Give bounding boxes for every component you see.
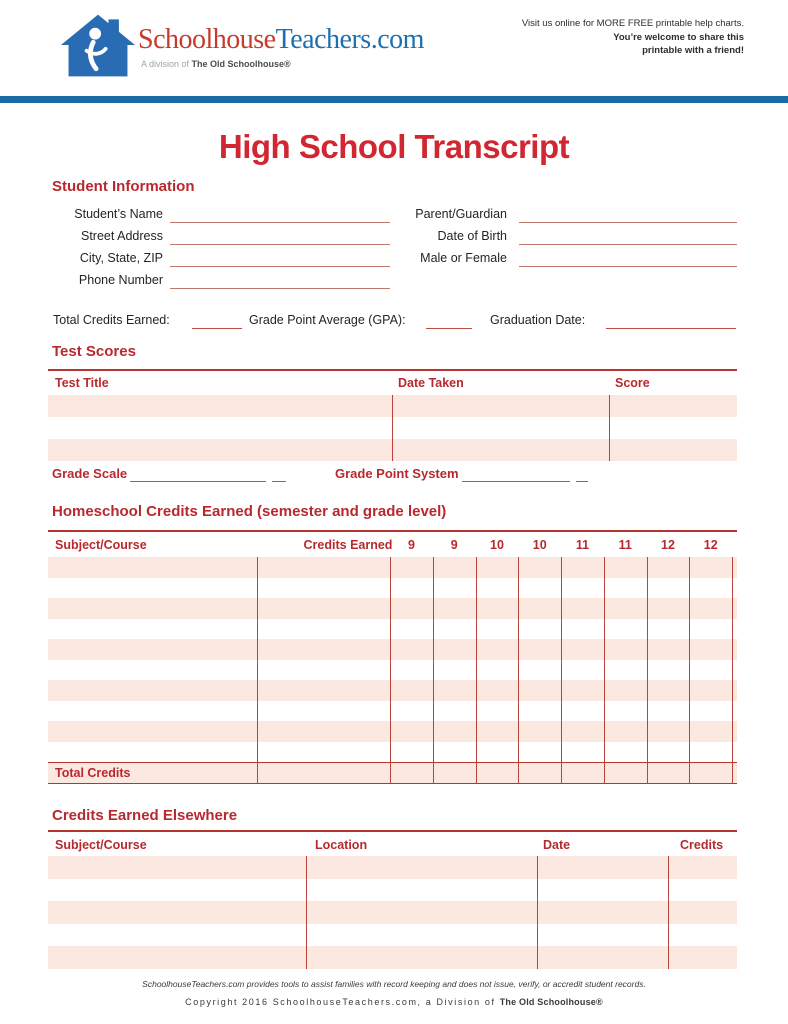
brand-division-line: A division of The Old Schoolhouse®	[141, 59, 291, 69]
test-scores-table	[48, 369, 737, 463]
total-credits-earned-field-line[interactable]	[192, 328, 242, 329]
table-row[interactable]	[48, 701, 737, 722]
subject-course-column-header: Subject/Course	[55, 538, 147, 552]
table-row[interactable]	[48, 901, 737, 924]
promo-line-3: printable with a friend!	[642, 45, 744, 56]
grade-point-system-label: Grade Point System	[335, 466, 459, 481]
column-divider	[390, 557, 391, 784]
student-info-heading: Student Information	[52, 178, 195, 195]
male-female-label: Male or Female	[420, 251, 507, 265]
grade-9-column-header: 9	[450, 538, 458, 552]
column-divider	[668, 856, 669, 969]
date-taken-column-header: Date Taken	[398, 376, 464, 390]
grade-scale-label: Grade Scale	[52, 466, 128, 481]
date-column-header: Date	[543, 838, 571, 852]
phone-number-label: Phone Number	[78, 273, 163, 287]
footer-copyright-bold: The Old Schoolhouse®	[499, 997, 603, 1007]
test-title-column-header: Test Title	[55, 376, 109, 390]
homeschool-credits-table	[48, 530, 737, 784]
street-address-label: Street Address	[81, 229, 163, 243]
gpa-field-line[interactable]	[426, 328, 472, 329]
table-row[interactable]	[48, 660, 737, 681]
parent-guardian-label: Parent/Guardian	[415, 207, 507, 221]
grade-10-column-header: 10	[490, 538, 504, 552]
column-divider	[433, 557, 434, 784]
grade-11-column-header: 11	[618, 538, 632, 552]
street-address-field-line[interactable]	[170, 244, 390, 245]
table-row[interactable]	[48, 924, 737, 947]
column-divider	[647, 557, 648, 784]
column-divider	[518, 557, 519, 784]
brand-wordmark	[138, 24, 424, 56]
table-row[interactable]	[48, 879, 737, 902]
date-of-birth-field-line[interactable]	[519, 244, 737, 245]
table-row[interactable]	[48, 619, 737, 640]
table-row[interactable]	[48, 598, 737, 619]
grade-point-system-field-line[interactable]	[462, 481, 570, 482]
column-divider	[257, 557, 258, 784]
grade-scale-field-line-end[interactable]	[272, 481, 286, 482]
division-bold: The Old Schoolhouse®	[191, 59, 291, 69]
table-row[interactable]	[48, 946, 737, 969]
credits-elsewhere-heading: Credits Earned Elsewhere	[52, 807, 238, 824]
graduation-date-field-line[interactable]	[606, 328, 736, 329]
student-name-field-line[interactable]	[170, 222, 390, 223]
student-name-label: Student’s Name	[74, 207, 163, 221]
date-of-birth-label: Date of Birth	[437, 229, 507, 243]
grade-scale-field-line[interactable]	[130, 481, 266, 482]
table-row[interactable]	[48, 557, 737, 578]
table-row[interactable]	[48, 742, 737, 763]
table-row[interactable]	[48, 721, 737, 742]
brand-teachers: Teachers.com	[275, 24, 424, 55]
table-row[interactable]	[48, 856, 737, 879]
footer-copyright: Copyright 2016 SchoolhouseTeachers.com, a Division of The Old Schoolhouse®	[185, 997, 603, 1007]
grade-12-column-header: 12	[661, 538, 675, 552]
table-row[interactable]	[48, 578, 737, 599]
column-divider	[732, 557, 733, 784]
column-divider	[537, 856, 538, 969]
test-scores-heading: Test Scores	[52, 343, 136, 360]
total-credits-earned-label: Total Credits Earned:	[53, 313, 170, 327]
brand-schoolhouse: Schoolhouse	[138, 24, 276, 55]
credits-column-header: Credits	[680, 838, 724, 852]
total-credits-row[interactable]	[48, 762, 737, 784]
gpa-label: Grade Point Average (GPA):	[249, 313, 406, 327]
credits-elsewhere-table	[48, 830, 737, 969]
footer-disclaimer: SchoolhouseTeachers.com provides tools to assist families with record keeping and does not issue, verify, or accredit student records.	[142, 979, 646, 989]
header-divider-bar	[0, 96, 788, 103]
promo-text	[522, 17, 744, 58]
promo-line-2: You’re welcome to share this	[613, 31, 744, 43]
subject-course-column-header: Subject/Course	[55, 838, 147, 852]
schoolhouse-logo-icon	[60, 14, 136, 78]
parent-guardian-field-line[interactable]	[519, 222, 737, 223]
city-state-zip-label: City, State, ZIP	[79, 251, 163, 265]
table-row[interactable]	[48, 680, 737, 701]
column-divider	[392, 395, 393, 461]
grade-11-column-header: 11	[575, 538, 590, 552]
grade-9-column-header: 9	[408, 538, 415, 552]
phone-number-field-line[interactable]	[170, 288, 390, 289]
grade-point-system-field-line-end[interactable]	[576, 481, 588, 482]
homeschool-credits-heading: Homeschool Credits Earned (semester and grade level)	[52, 503, 447, 520]
credits-earned-column-header: Credits Earned	[303, 538, 393, 552]
total-credits-label: Total Credits	[55, 766, 131, 780]
grade-12-column-header: 12	[703, 538, 718, 552]
location-column-header: Location	[315, 838, 368, 852]
male-female-field-line[interactable]	[519, 266, 737, 267]
column-divider	[561, 557, 562, 784]
table-row[interactable]	[48, 639, 737, 660]
column-divider	[476, 557, 477, 784]
column-divider	[609, 395, 610, 461]
promo-line-1: Visit us online for MORE FREE printable help charts.	[521, 18, 744, 29]
city-state-zip-field-line[interactable]	[170, 266, 390, 267]
column-divider	[604, 557, 605, 784]
graduation-date-label: Graduation Date:	[490, 313, 586, 327]
grade-10-column-header: 10	[532, 538, 547, 552]
column-divider	[306, 856, 307, 969]
column-divider	[689, 557, 690, 784]
page-title: High School Transcript	[218, 128, 570, 165]
score-column-header: Score	[615, 376, 650, 390]
